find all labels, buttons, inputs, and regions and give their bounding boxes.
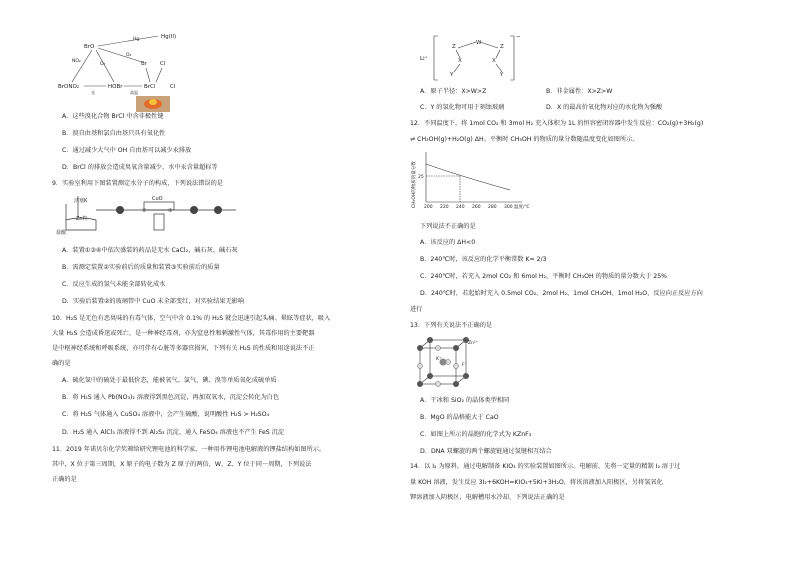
fig2-label: Zn粒 <box>76 216 88 222</box>
chart-xtick: 260 <box>472 205 481 210</box>
q12-option-c: C．240℃时，若充入 2mol CO₂ 和 6mol H₂，平衡时 CH₃OH 的物质的量分数大于 25% <box>420 273 668 280</box>
q8-option-d: D．BrCl 的排放会造成臭氧含量减少、水中汞含量超标等 <box>62 164 218 171</box>
q14-stem-line: 钾溶液加入阴极区，电解槽用水冷却，下列说法正确的是 <box>410 494 565 501</box>
fig3-label: Z <box>500 44 504 50</box>
fig1-label: BrO <box>84 44 95 50</box>
fig1-label: Br <box>141 61 148 67</box>
q11-stem-line: 11．2019 年诺贝尔化学奖颁给研究锂电池的科学家，一种用作锂电池电解液的锂盐结构如图所示。 <box>52 446 326 453</box>
fig4-label: F⁻ <box>462 363 467 368</box>
q9-option-a: A．装置①③④中依次盛装的药品是无水 CaCl₂、碱石灰、碱石灰 <box>62 247 238 254</box>
fig1-label: HOBr <box>108 84 123 90</box>
q13-option-b: B．MgO 的晶格能大于 CaO <box>420 414 499 421</box>
fig3-label: X <box>492 58 496 64</box>
q12-option-d: D．240℃时，若起始时充入 0.5mol CO₂、2mol H₂、1mol CH₃OH、1mol H₂O，反应向正反应方向 <box>420 290 703 297</box>
fig3-label: W <box>476 40 482 46</box>
q11-option-a: A．原子半径：X>W>Z <box>420 88 487 95</box>
q12-prompt: 下列说法不正确的是 <box>420 223 476 230</box>
q10-stem-line: 大量 H₂S 会造成昏迷或死亡，是一种神经毒剂，亦为窒息性和刺激性气体，其毒作用的主要靶器 <box>52 330 315 337</box>
fig2-label: CuO <box>152 196 163 202</box>
fig1-label: 高温 <box>130 90 138 95</box>
q10-option-d: D．H₂S 通入 AlCl₃ 溶液得不到 Al₂S₃ 沉淀，通入 FeSO₄ 溶液也不产生 FeS 沉淀 <box>62 429 285 436</box>
q10-option-c: C．将 H₂S 气体通入 CuSO₄ 溶液中，会产生硫酸，说明酸性 H₂S > H₂SO₄ <box>62 411 270 418</box>
fig1-label: NO₂ <box>72 59 81 64</box>
fig2-label: ② <box>142 208 147 214</box>
fig1-label: Hg <box>133 37 140 42</box>
fig4-label: K⁺ <box>436 357 442 362</box>
ch3oh-fraction-chart <box>410 150 530 216</box>
fig3-label: Li⁺ <box>420 56 428 62</box>
fig3-label: Y <box>450 72 454 78</box>
fig1-label: BrCl <box>144 84 156 90</box>
q10-stem-line: 确的是 <box>52 360 71 367</box>
q10-option-a: A．硫化氢中的硫处于最低价态，能被氧气、氯气、碘、溴等单质氧化成硫单质 <box>62 377 277 384</box>
q9-option-c: C．反应生成的氢气未能全部转化成水 <box>62 281 166 288</box>
chart-xlabel: 温度/℃ <box>514 205 530 210</box>
q9-option-d: D．实验后装置②的玻璃管中 CuO 未全部变红，对实验结果无影响 <box>62 298 245 305</box>
q8-option-a: A．这些溴化合物 BrCl 中含非极性键 <box>62 113 164 120</box>
fig3-label: X <box>458 58 462 64</box>
q11-option-b: B．非金属性：X>Z>W <box>546 88 613 95</box>
q9-stem: 9．实验室利用下图装置测定水分子的构成，下列说法错误的是 <box>52 180 223 187</box>
fig1-label: 光 <box>91 90 95 95</box>
q10-stem-line: 是中枢神经系统和呼吸系统，亦可伴有心脏等多器官损害，下列有关 H₂S 的性质和用途说法不正 <box>52 345 315 352</box>
bromine-cycle-diagram <box>58 30 208 120</box>
q11-stem-line: 正确的是 <box>52 476 77 483</box>
q11-option-d: D．X 的最高价氧化物对应的水化物为强酸 <box>546 104 663 111</box>
chart-ytick: 25 <box>418 175 424 180</box>
q11-stem-line: 其中，X 位于第三周期，X 原子的电子数为 Z 原子的两倍，W、Z、Y 位于同一周期，下列说法 <box>52 461 312 468</box>
q8-option-c: C．通过减少大气中 OH 自由基可以减少汞排放 <box>62 147 192 154</box>
fig2-label: 活塞K <box>74 198 88 204</box>
q12-stem-line: 12．不同温度下，将 1mol CO₂ 和 3mol H₂ 充入体积为 1L 的恒容密闭容器中发生反应：CO₂(g)+3H₂(g) <box>410 120 704 127</box>
fig2-label: 盐酸 <box>56 230 67 236</box>
q14-stem-line: 量 KOH 溶液，发生反应 3I₂+6KOH=KIO₃+5KI+3H₂O，将该溶液加入阳极区，另将氢氧化 <box>410 479 663 486</box>
fig3-label: Y <box>500 72 504 78</box>
q12-option-d-cont: 进行 <box>410 306 423 313</box>
fig1-label: Hg(II) <box>161 34 177 40</box>
fig1-label: Cl <box>170 84 176 90</box>
crystal-cell-diagram <box>412 336 482 394</box>
q14-stem-line: 14．以 I₂ 为原料，通过电解制备 KIO₃ 的实验装置如图所示。电解前，先将一定量的精制 I₂ 溶于过 <box>410 463 681 470</box>
q8-option-b: B．溴自由基和氯自由基只具有氧化性 <box>62 130 166 137</box>
fig2-label: ③ <box>168 208 173 214</box>
q9-option-b: B．需测定装置②实验前后的质量和装置③实验前后的质量 <box>62 264 220 271</box>
chart-xtick: 280 <box>488 205 497 210</box>
fig1-label: BrONO₂ <box>58 84 80 90</box>
chart-xtick: 220 <box>440 205 449 210</box>
water-apparatus-diagram <box>56 190 246 238</box>
fig4-label: Zn²⁺ <box>468 341 479 346</box>
chart-xtick: 300 <box>504 205 513 210</box>
q10-stem-line: 10．H₂S 是无色有恶臭味的有毒气体，空气中含 0.1% 的 H₂S 就会迅速引起头痛、晕眩等症状，吸入 <box>52 315 331 322</box>
q13-option-a: A．干冰和 SiO₂ 的晶体类型相同 <box>420 397 510 404</box>
fig1-label: O₂ <box>100 62 106 67</box>
fig1-label: O₂ <box>126 53 132 58</box>
q12-option-b: B．240℃时，该反应的化学平衡常数 K= 2/3 <box>420 256 547 263</box>
q13-stem: 13．下列有关说法不正确的是 <box>410 322 493 329</box>
chart-xtick: 240 <box>456 205 465 210</box>
q11-option-c: C．Y 的氢化物可用于刻蚀玻璃 <box>420 104 505 111</box>
q12-option-a: A．该反应的 ΔH<0 <box>420 239 476 246</box>
chart-xtick: 200 <box>424 205 433 210</box>
fig1-label: Cl <box>160 61 166 67</box>
q13-option-c: C．如图上所示的晶胞的化学式为 KZnF₃ <box>420 431 532 438</box>
chart-curve <box>426 164 510 190</box>
q10-option-b: B．将 H₂S 通入 Pb(NO₃)₂ 溶液得到黑色沉淀，再加双氧水，沉淀会转化为白色 <box>62 394 280 401</box>
q13-option-d: D．DNA 双螺旋的两个螺旋链通过氢键相互结合 <box>420 448 552 455</box>
fig3-label: − <box>516 34 521 40</box>
lithium-salt-structure <box>420 32 530 84</box>
fig3-label: Z <box>452 44 456 50</box>
q12-stem-line: ⇌ CH₃OH(g)+H₂O(g) ΔH。平衡时 CH₃OH 的物质的量分数随温度变化如图所示。 <box>410 136 639 143</box>
chart-ylabel: CH₃OH的物质的量分数 <box>412 161 417 208</box>
